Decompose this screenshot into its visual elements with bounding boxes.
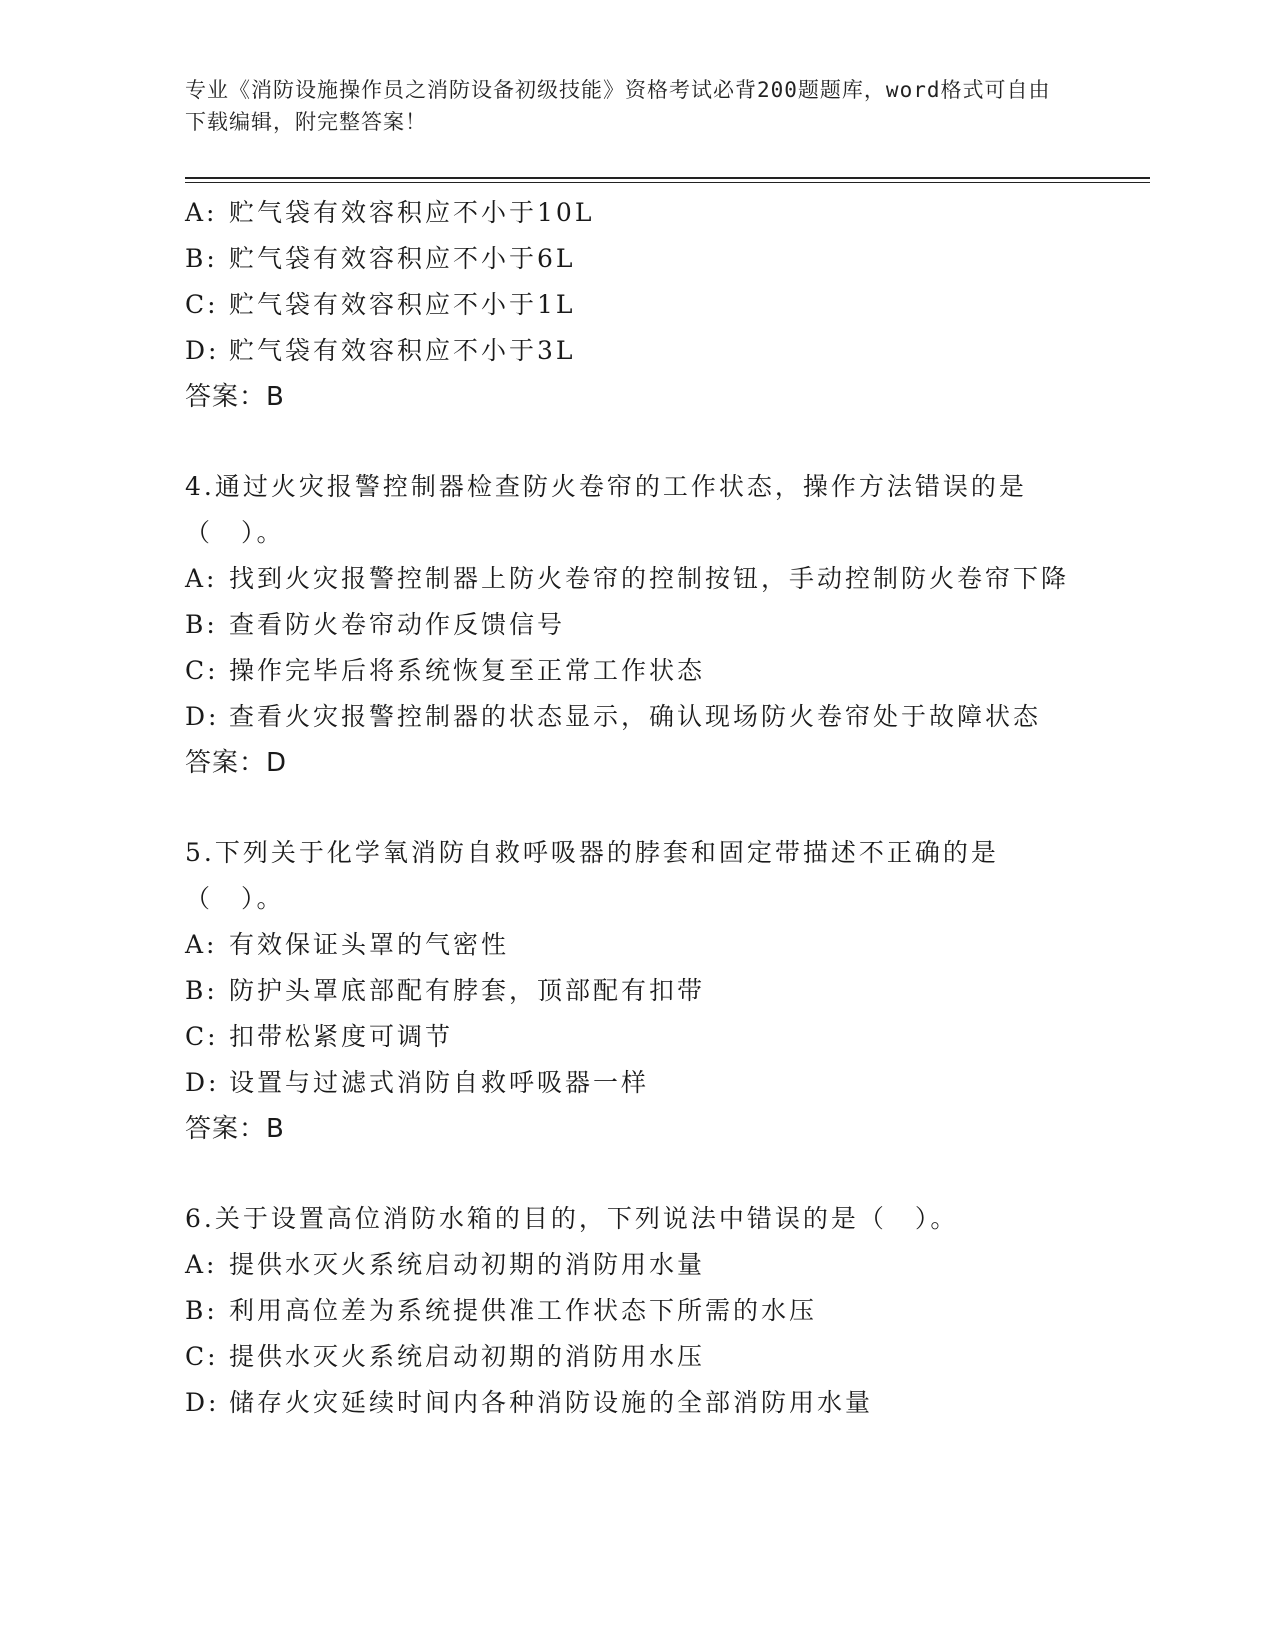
option-key: B: (185, 244, 218, 273)
option-key: C: (185, 656, 219, 685)
option-a (185, 922, 1075, 968)
spacer (185, 420, 1075, 464)
option-text: 找到火灾报警控制器上防火卷帘的控制按钮，手动控制防火卷帘下降 (229, 564, 1070, 593)
option-text: 查看火灾报警控制器的状态显示，确认现场防火卷帘处于故障状态 (229, 702, 1042, 731)
option-key: C: (185, 1022, 219, 1051)
header-divider-thick (185, 177, 1150, 179)
option-key: A: (185, 198, 218, 227)
option-a (185, 190, 1075, 236)
question-4 (185, 464, 1075, 786)
option-key: C: (185, 290, 219, 319)
answer-line: 答案：B (185, 382, 285, 412)
option-key: A: (185, 1250, 218, 1279)
answer-line: 答案：B (185, 1114, 285, 1144)
spacer (185, 1152, 1075, 1196)
question-6 (185, 1196, 1075, 1426)
option-key: A: (185, 564, 218, 593)
option-key: D: (185, 336, 220, 365)
option-d (185, 1060, 1075, 1106)
option-key: D: (185, 702, 220, 731)
option-a (185, 556, 1075, 602)
option-b (185, 236, 1075, 282)
option-text: 储存火灾延续时间内各种消防设施的全部消防用水量 (229, 1388, 874, 1417)
question-content (185, 190, 1075, 1426)
question-text: 6.关于设置高位消防水箱的目的，下列说法中错误的是（ ）。 (185, 1204, 959, 1233)
option-c (185, 648, 1075, 694)
option-c (185, 1334, 1075, 1380)
question-text: 4.通过火灾报警控制器检查防火卷帘的工作状态，操作方法错误的是（ ）。 (185, 472, 1027, 547)
option-key: D: (185, 1068, 220, 1097)
option-text: 查看防火卷帘动作反馈信号 (229, 610, 566, 639)
option-a (185, 1242, 1075, 1288)
option-key: B: (185, 610, 218, 639)
option-text: 有效保证头罩的气密性 (229, 930, 510, 959)
option-text: 贮气袋有效容积应不小于10L (229, 198, 595, 227)
option-text: 提供水灭火系统启动初期的消防用水量 (229, 1250, 706, 1279)
option-text: 操作完毕后将系统恢复至正常工作状态 (229, 656, 706, 685)
header-divider-thin (185, 182, 1150, 183)
option-text: 利用高位差为系统提供准工作状态下所需的水压 (229, 1296, 818, 1325)
option-key: B: (185, 1296, 218, 1325)
option-key: C: (185, 1342, 219, 1371)
option-text: 贮气袋有效容积应不小于6L (229, 244, 576, 273)
option-d (185, 328, 1075, 374)
option-key: D: (185, 1388, 220, 1417)
document-header: 专业《消防设施操作员之消防设备初级技能》资格考试必背200题题库，word格式可自由下载编辑，附完整答案！ (185, 78, 1051, 134)
option-text: 扣带松紧度可调节 (229, 1022, 454, 1051)
option-text: 贮气袋有效容积应不小于3L (229, 336, 576, 365)
option-text: 设置与过滤式消防自救呼吸器一样 (229, 1068, 650, 1097)
option-c (185, 1014, 1075, 1060)
option-key: B: (185, 976, 218, 1005)
question-3-continuation (185, 190, 1075, 420)
option-text: 贮气袋有效容积应不小于1L (229, 290, 576, 319)
option-d (185, 1380, 1075, 1426)
option-c (185, 282, 1075, 328)
answer-line: 答案：D (185, 748, 288, 778)
option-b (185, 602, 1075, 648)
option-text: 防护头罩底部配有脖套，顶部配有扣带 (229, 976, 706, 1005)
option-b (185, 968, 1075, 1014)
option-b (185, 1288, 1075, 1334)
question-text: 5.下列关于化学氧消防自救呼吸器的脖套和固定带描述不正确的是（ ）。 (185, 838, 999, 913)
option-key: A: (185, 930, 218, 959)
question-5 (185, 830, 1075, 1152)
option-d (185, 694, 1075, 740)
option-text: 提供水灭火系统启动初期的消防用水压 (229, 1342, 706, 1371)
spacer (185, 786, 1075, 830)
